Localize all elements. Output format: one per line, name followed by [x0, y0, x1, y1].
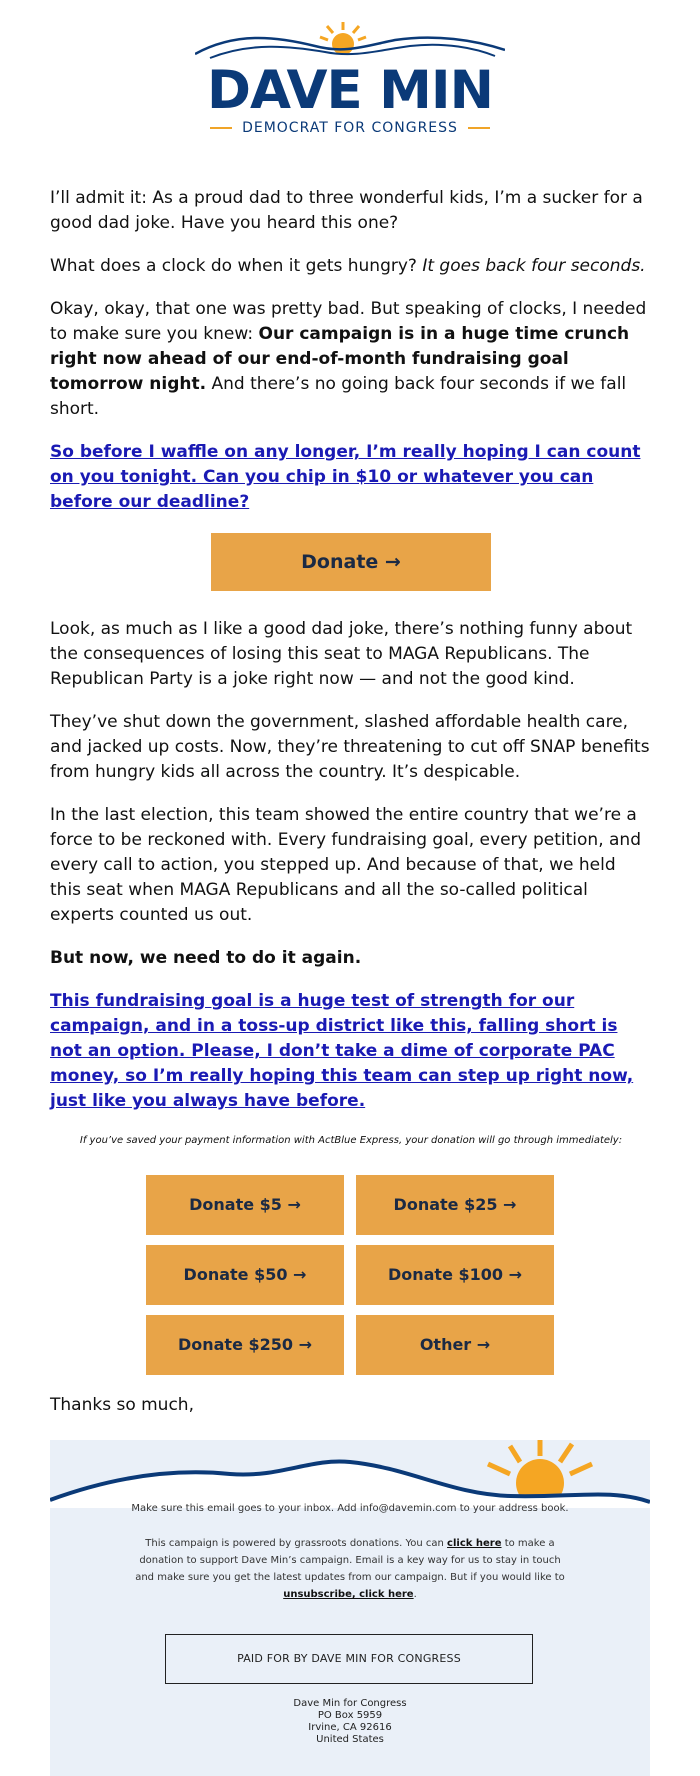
paragraph-link-1: [50, 440, 652, 515]
donate-50-button[interactable]: Donate $50 →: [146, 1245, 344, 1305]
paragraph-last-election: In the last election, this team showed the entire country that we’re a force to be reckoned with. Every fundraising goal, every petition, and every call to action, you stepped up. And because of that, we held this seat when MAGA Republicans and all the so-called political experts counted us out.: [50, 805, 641, 925]
donate-100-button[interactable]: Donate $100 →: [356, 1245, 554, 1305]
tagline-text: DEMOCRAT FOR CONGRESS: [242, 120, 458, 136]
donate-5-button[interactable]: Donate $5 →: [146, 1175, 344, 1235]
joke-answer: It goes back four seconds.: [422, 256, 646, 276]
inbox-note: Make sure this email goes to your inbox. Add info@davemin.com to your address book.: [131, 1503, 569, 1514]
email-header: [0, 0, 700, 160]
donate-25-button[interactable]: Donate $25 →: [356, 1175, 554, 1235]
donate-text-link-1[interactable]: So before I waffle on any longer, I’m really hoping I can count on you tonight. Can you chip in $10 or whatever you can before our deadline?: [50, 442, 641, 512]
tagline-right-dash: [468, 127, 490, 129]
donate-text-link-2[interactable]: This fundraising goal is a huge test of strength for our campaign, and in a toss-up district like this, falling short is not an option. Please, I don’t take a dime of corporate PAC money, so I’m really hoping this team can step up right now, just like you always have before.: [50, 991, 634, 1111]
powered-start: This campaign is powered by grassroots donations. You can: [145, 1538, 444, 1549]
address-line-2: PO Box 5959: [317, 1710, 383, 1721]
actblue-express-note: If you’ve saved your payment information with ActBlue Express, your donation will go through immediately:: [79, 1135, 623, 1146]
paragraph-link-2: [50, 989, 652, 1114]
thanks-line: Thanks so much,: [50, 1395, 194, 1415]
donate-250-button[interactable]: Donate $250 →: [146, 1315, 344, 1375]
again-bold: But now, we need to do it again.: [50, 948, 362, 968]
footer-text: [0, 1500, 700, 1603]
donate-button[interactable]: Donate →: [211, 533, 491, 591]
address-line-3: Irvine, CA 92616: [308, 1722, 392, 1733]
powered-mid: to make a donation to support Dave Min’s campaign. Email is a key way for us to stay in touch and make sure you get the latest updates from our campaign. But if you would like to: [135, 1538, 565, 1583]
time-crunch-end: And there’s no going back four seconds if we fall short.: [50, 374, 627, 419]
powered-end: .: [413, 1589, 417, 1600]
email-body: [50, 186, 652, 1479]
time-crunch-start: Okay, okay, that one was pretty bad. But speaking of clocks, I needed to make sure you knew:: [50, 299, 647, 344]
footer-wave-sun-icon: [50, 1438, 650, 1508]
footer-donate-link[interactable]: click here: [447, 1538, 502, 1549]
donate-other-button[interactable]: Other →: [356, 1315, 554, 1375]
donate-cta-wrap: [50, 533, 652, 591]
logo-tagline: [0, 120, 700, 136]
logo-name: DAVE MIN: [207, 60, 493, 121]
paragraph-time-crunch: [50, 297, 652, 422]
paragraph-again: [50, 946, 652, 971]
donate-amount-grid: [146, 1175, 556, 1375]
tagline-left-dash: [210, 127, 232, 129]
paragraph-joke: [50, 254, 652, 279]
paid-for-box: PAID FOR BY DAVE MIN FOR CONGRESS: [165, 1634, 533, 1684]
mailing-address: [0, 1698, 700, 1746]
paragraph-government: They’ve shut down the government, slashed affordable health care, and jacked up costs. Now, they’re threatening to cut off SNAP benefits from hungry kids all across the country. It’s despicable.: [50, 712, 650, 782]
time-crunch-bold: Our campaign is in a huge time crunch right now ahead of our end-of-month fundraising goal tomorrow night.: [50, 324, 630, 394]
address-line-1: Dave Min for Congress: [293, 1698, 407, 1709]
joke-question: What does a clock do when it gets hungry?: [50, 256, 417, 276]
unsubscribe-link[interactable]: unsubscribe, click here: [283, 1589, 414, 1600]
powered-note: [0, 1535, 700, 1603]
paragraph-intro: I’ll admit it: As a proud dad to three wonderful kids, I’m a sucker for a good dad joke. Have you heard this one?: [50, 188, 643, 233]
paragraph-stakes: Look, as much as I like a good dad joke, there’s nothing funny about the consequences of losing this seat to MAGA Republicans. The Republican Party is a joke right now — and not the good kind.: [50, 619, 633, 689]
address-line-4: United States: [316, 1734, 384, 1745]
